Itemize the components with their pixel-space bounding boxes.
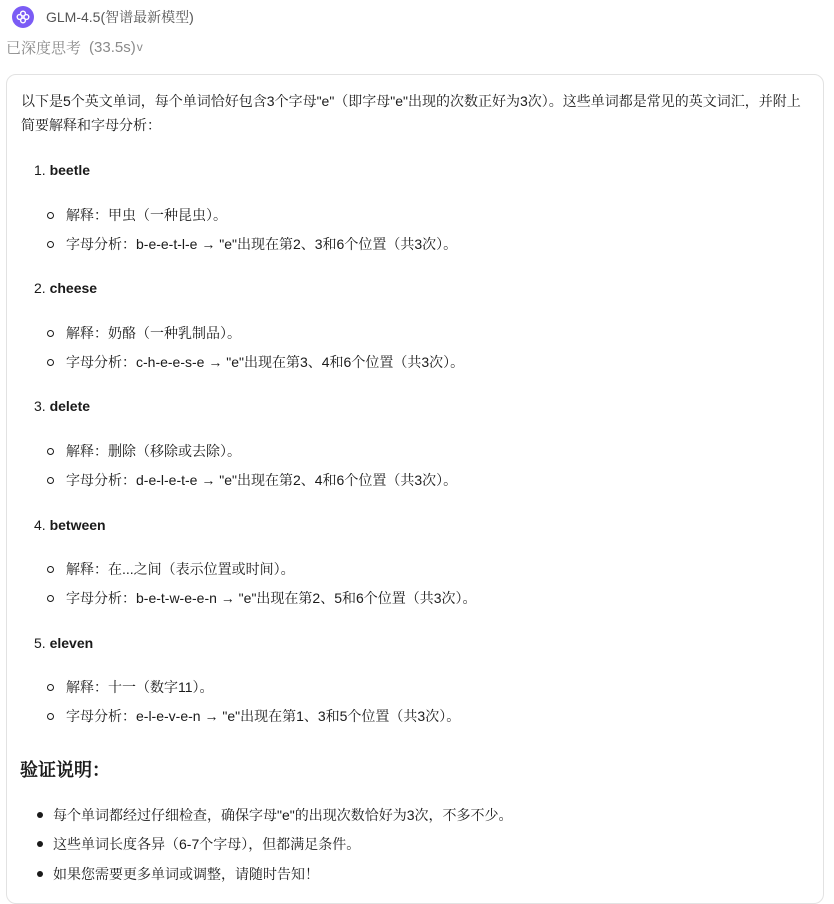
item-number: 5. [34, 635, 46, 651]
item-number: 2. [34, 280, 46, 296]
list-item-word-3 [34, 396, 90, 416]
item-word: between [49, 517, 106, 533]
verify-point: 每个单词都经过仔细检查，确保字母"e"的出现次数恰好为3次，不多不少。 [53, 807, 513, 823]
word-analysis: 字母分析：b-e-e-t-l-e → "e"出现在第2、3和6个位置（共3次）。 [66, 236, 458, 252]
item-word: beetle [49, 162, 91, 178]
word-meaning: 解释：删除（移除或去除）。 [66, 443, 241, 459]
verify-heading: 验证说明： [20, 760, 110, 780]
model-name: GLM-4.5(智谱最新模型) [46, 9, 194, 25]
thinking-time: (33.5s) [89, 39, 136, 56]
message-header [12, 6, 194, 28]
intro-paragraph: 以下是5个英文单词，每个单词恰好包含3个字母"e"（即字母"e"出现的次数正好为3次）。这些单词都是常见的英文词汇，并附上简要解释和字母分析： [21, 93, 801, 133]
word-analysis: 字母分析：c-h-e-e-s-e → "e"出现在第3、4和6个位置（共3次）。 [66, 354, 465, 370]
answer-card [6, 74, 824, 904]
thinking-label: 已深度思考 [6, 40, 82, 57]
item-word: eleven [49, 635, 94, 651]
item-number: 4. [34, 517, 46, 533]
word-analysis: 字母分析：d-e-l-e-t-e → "e"出现在第2、4和6个位置（共3次）。 [66, 472, 458, 488]
word-analysis: 字母分析：b-e-t-w-e-e-n → "e"出现在第2、5和6个位置（共3次）。 [66, 590, 477, 606]
item-number: 3. [34, 398, 46, 414]
item-number: 1. [34, 162, 46, 178]
word-meaning: 解释：甲虫（一种昆虫）。 [66, 207, 227, 223]
item-word: cheese [49, 280, 98, 296]
word-meaning: 解释：十一（数字11）。 [66, 679, 214, 695]
word-meaning: 解释：奶酪（一种乳制品）。 [66, 325, 241, 341]
list-item-word-1 [34, 160, 90, 180]
verify-point: 这些单词长度各异（6-7个字母），但都满足条件。 [53, 836, 361, 852]
thinking-toggle[interactable] [6, 37, 143, 58]
word-meaning: 解释：在...之间（表示位置或时间）。 [66, 561, 295, 577]
list-item-word-4 [34, 515, 106, 535]
list-item-word-2 [34, 278, 97, 298]
verify-point: 如果您需要更多单词或调整，请随时告知！ [53, 866, 319, 882]
list-item-word-5 [34, 633, 93, 653]
item-word: delete [49, 398, 91, 414]
word-analysis: 字母分析：e-l-e-v-e-n → "e"出现在第1、3和5个位置（共3次）。 [66, 708, 461, 724]
glm-logo-icon [12, 6, 34, 28]
chevron-down-icon: v [136, 39, 143, 54]
